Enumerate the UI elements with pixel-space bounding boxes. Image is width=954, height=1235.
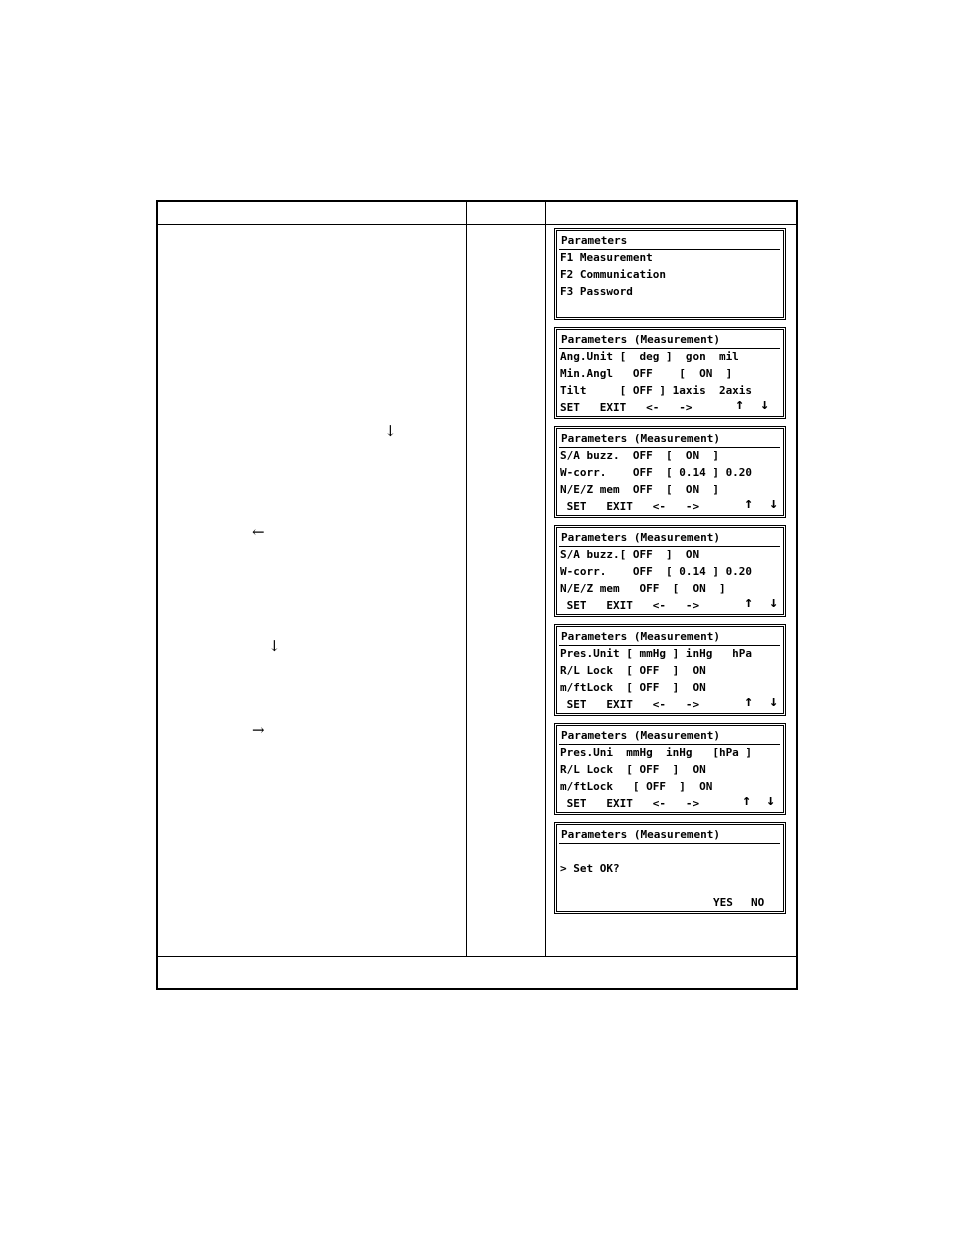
display-screen-buzzer-off	[554, 525, 786, 617]
display-screen-confirm	[554, 822, 786, 914]
setting-row-rl-lock: R/L Lock [ OFF ] ON	[560, 763, 706, 776]
column-divider-operation	[466, 202, 467, 957]
screen-title: Parameters (Measurement)	[561, 531, 720, 544]
footer-divider	[158, 956, 796, 957]
softkey-row: SET EXIT <- ->	[560, 698, 700, 711]
down-arrow-icon: ↓	[769, 593, 779, 611]
menu-item-measurement: F1 Measurement	[560, 251, 653, 264]
up-arrow-icon: ↑	[742, 791, 752, 809]
setting-row-sa-buzz: S/A buzz. OFF [ ON ]	[560, 449, 719, 462]
softkey-row: SET EXIT <- ->	[560, 599, 700, 612]
menu-item-password: F3 Password	[560, 285, 633, 298]
setting-row-mft-lock: m/ftLock [ OFF ] ON	[560, 780, 713, 793]
screen-title: Parameters (Measurement)	[561, 333, 720, 346]
setting-row-mft-lock: m/ftLock [ OFF ] ON	[560, 681, 706, 694]
down-arrow-icon: ↓	[760, 395, 770, 413]
display-screen-angle-settings	[554, 327, 786, 419]
up-arrow-icon: ↑	[735, 395, 745, 413]
setting-row-tilt: Tilt [ OFF ] 1axis 2axis	[560, 384, 753, 397]
screen-title: Parameters (Measurement)	[561, 432, 720, 445]
up-arrow-icon: ↑	[744, 494, 754, 512]
yes-softkey: YES	[713, 896, 733, 909]
softkey-row: SET EXIT <- ->	[560, 797, 700, 810]
setting-row-rl-lock: R/L Lock [ OFF ] ON	[560, 664, 706, 677]
setting-row-pres-unit: Pres.Uni mmHg inHg [hPa ]	[560, 746, 753, 759]
softkey-row: SET EXIT <- ->	[560, 401, 693, 414]
softkey-row: SET EXIT <- ->	[560, 500, 700, 513]
display-screen-pressure-settings	[554, 624, 786, 716]
setting-row-nez-mem: N/E/Z mem OFF [ ON ]	[560, 582, 726, 595]
screen-title: Parameters	[561, 234, 628, 247]
no-softkey: NO	[751, 896, 765, 909]
up-arrow-icon: ↑	[744, 593, 754, 611]
setting-row-w-corr: W-corr. OFF [ 0.14 ] 0.20	[560, 565, 753, 578]
down-arrow-icon: ↓	[384, 422, 397, 440]
setting-row-pres-unit: Pres.Unit [ mmHg ] inHg hPa	[560, 647, 753, 660]
down-arrow-icon: ↓	[769, 494, 779, 512]
right-arrow-icon: →	[252, 721, 265, 739]
down-arrow-icon: ↓	[766, 791, 776, 809]
setting-row-ang-unit: Ang.Unit [ deg ] gon mil	[560, 350, 739, 363]
column-divider-display	[545, 202, 546, 957]
setting-row-w-corr: W-corr. OFF [ 0.14 ] 0.20	[560, 466, 753, 479]
confirm-prompt: > Set OK?	[560, 862, 620, 875]
down-arrow-icon: ↓	[268, 637, 281, 655]
display-screen-buzzer-settings	[554, 426, 786, 518]
display-screen-pressure-hpa	[554, 723, 786, 815]
up-arrow-icon: ↑	[744, 692, 754, 710]
display-screen-parameters-menu	[554, 228, 786, 320]
screen-title: Parameters (Measurement)	[561, 630, 720, 643]
screen-title: Parameters (Measurement)	[561, 828, 720, 841]
screen-title: Parameters (Measurement)	[561, 729, 720, 742]
setting-row-nez-mem: N/E/Z mem OFF [ ON ]	[560, 483, 719, 496]
setting-row-min-angl: Min.Angl OFF [ ON ]	[560, 367, 733, 380]
header-divider	[158, 224, 796, 225]
down-arrow-icon: ↓	[769, 692, 779, 710]
menu-item-communication: F2 Communication	[560, 268, 666, 281]
left-arrow-icon: ←	[252, 523, 265, 541]
setting-row-sa-buzz: S/A buzz.[ OFF ] ON	[560, 548, 700, 561]
